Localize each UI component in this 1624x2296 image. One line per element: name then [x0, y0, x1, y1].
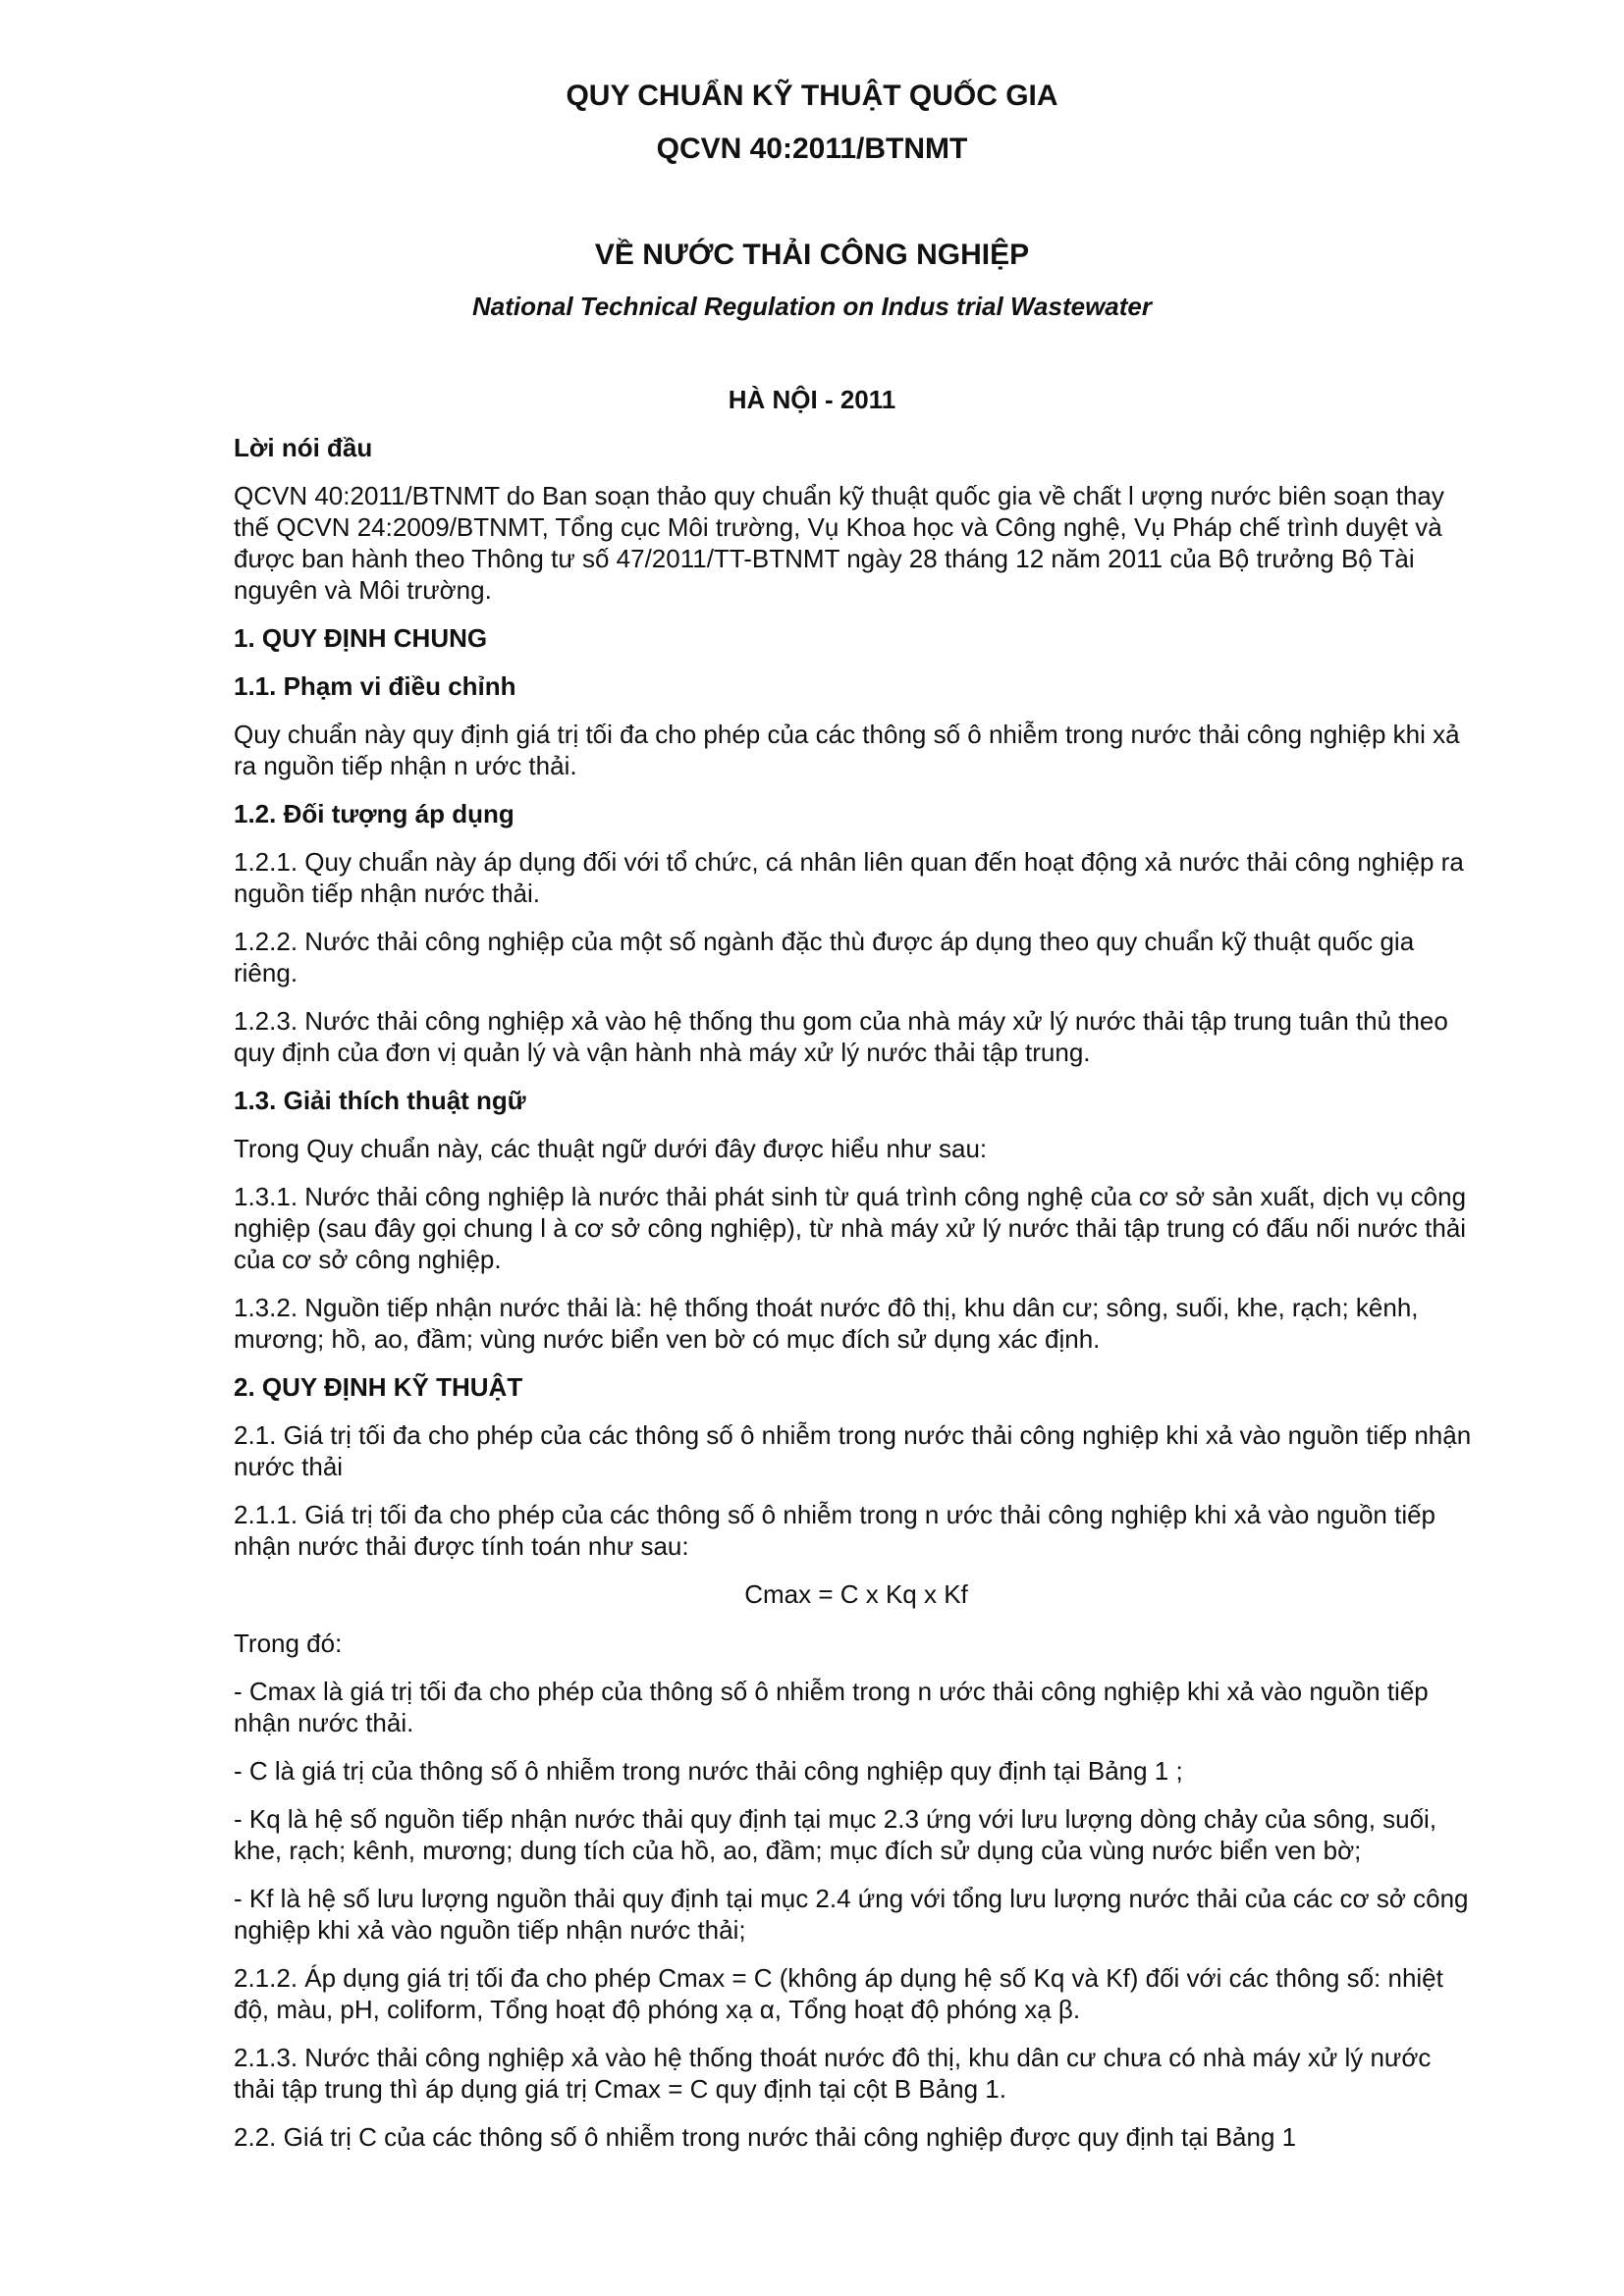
- definition-cmax: - Cmax là giá trị tối đa cho phép của thông số ô nhiễm trong n ước thải công nghiệp khi xả vào nguồn tiếp nhận nước thải.: [234, 1677, 1429, 1737]
- section-2-2: 2.2. Giá trị C của các thông số ô nhiễm trong nước thải công nghiệp được quy định tại Bảng 1: [234, 2122, 1297, 2152]
- section-1-2-2: 1.2.2. Nước thải công nghiệp của một số ngành đặc thù được áp dụng theo quy chuẩn kỹ thuật quốc gia riêng.: [234, 927, 1415, 988]
- section-1-2-heading: 1.2. Đối tượng áp dụng: [234, 799, 514, 828]
- document-body: [234, 432, 1479, 2169]
- where-label: Trong đó:: [234, 1629, 343, 1658]
- foreword-text: QCVN 40:2011/BTNMT do Ban soạn thảo quy chuẩn kỹ thuật quốc gia về chất l ượng nước biên soạn thay thế QCVN 24:2009/BTNMT, Tổng cục Môi trường, Vụ Khoa học và Công nghệ, Vụ Pháp chế trình duyệt và được ban hành theo Thông tư số 47/2011/TT-BTNMT ngày 28 tháng 12 năm 2011 của Bộ trưởng Bộ Tài nguyên và Môi trường.: [234, 481, 1444, 605]
- document-title: VỀ NƯỚC THẢI CÔNG NGHIỆP: [594, 239, 1030, 271]
- foreword-heading: Lời nói đầu: [234, 433, 373, 462]
- section-1-3-2: 1.3.2. Nguồn tiếp nhận nước thải là: hệ thống thoát nước đô thị, khu dân cư; sông, suối, khe, rạch; kênh, mương; hồ, ao, đầm; vùng nước biển ven bờ có mục đích sử dụng xác định.: [234, 1293, 1419, 1354]
- section-2-1: 2.1. Giá trị tối đa cho phép của các thông số ô nhiễm trong nước thải công nghiệp khi xả vào nguồn tiếp nhận nước thải: [234, 1420, 1472, 1481]
- section-2-1-1: 2.1.1. Giá trị tối đa cho phép của các thông số ô nhiễm trong n ước thải công nghiệp khi xả vào nguồn tiếp nhận nước thải được tính toán như sau:: [234, 1500, 1436, 1561]
- section-1-3-heading: 1.3. Giải thích thuật ngữ: [234, 1086, 526, 1115]
- section-1-2-3: 1.2.3. Nước thải công nghiệp xả vào hệ thống thu gom của nhà máy xử lý nước thải tập trung tuân thủ theo quy định của đơn vị quản lý và vận hành nhà máy xử lý nước thải tập trung.: [234, 1006, 1448, 1067]
- section-1-1-text: Quy chuẩn này quy định giá trị tối đa cho phép của các thông số ô nhiễm trong nước thải công nghiệp khi xả ra nguồn tiếp nhận n ước thải.: [234, 720, 1460, 780]
- definition-c: - C là giá trị của thông số ô nhiễm trong nước thải công nghiệp quy định tại Bảng 1 ;: [234, 1756, 1183, 1786]
- place-year: HÀ NỘI - 2011: [728, 385, 896, 414]
- definition-kq: - Kq là hệ số nguồn tiếp nhận nước thải quy định tại mục 2.3 ứng với lưu lượng dòng chảy của sông, suối, khe, rạch; kênh, mương; dung tích của hồ, ao, đầm; mục đích sử dụng của vùng nước biển ven bờ;: [234, 1804, 1437, 1865]
- section-2-1-3: 2.1.3. Nước thải công nghiệp xả vào hệ thống thoát nước đô thị, khu dân cư chưa có nhà máy xử lý nước thải tập trung thì áp dụng giá trị Cmax = C quy định tại cột B Bảng 1.: [234, 2043, 1432, 2104]
- regulation-heading: QUY CHUẨN KỸ THUẬT QUỐC GIA: [566, 80, 1058, 112]
- definition-kf: - Kf là hệ số lưu lượng nguồn thải quy định tại mục 2.4 ứng với tổng lưu lượng nước thải của các cơ sở công nghiệp khi xả vào nguồn tiếp nhận nước thải;: [234, 1884, 1469, 1945]
- section-2-heading: 2. QUY ĐỊNH KỸ THUẬT: [234, 1372, 523, 1402]
- english-title: National Technical Regulation on Indus trial Wastewater: [471, 292, 1152, 321]
- formula: Cmax = C x Kq x Kf: [744, 1579, 968, 1609]
- section-1-3-intro: Trong Quy chuẩn này, các thuật ngữ dưới đây được hiểu như sau:: [234, 1134, 988, 1163]
- section-1-2-1: 1.2.1. Quy chuẩn này áp dụng đối với tổ chức, cá nhân liên quan đến hoạt động xả nước thải công nghiệp ra nguồn tiếp nhận nước thải.: [234, 847, 1464, 908]
- regulation-code: QCVN 40:2011/BTNMT: [656, 133, 968, 165]
- section-1-3-1: 1.3.1. Nước thải công nghiệp là nước thải phát sinh từ quá trình công nghệ của cơ sở sản xuất, dịch vụ công nghiệp (sau đây gọi chung l à cơ sở công nghiệp), từ nhà máy xử lý nước thải tập trung có đấu nối nước thải của cơ sở công nghiệp.: [234, 1182, 1467, 1274]
- section-1-heading: 1. QUY ĐỊNH CHUNG: [234, 623, 488, 653]
- section-1-1-heading: 1.1. Phạm vi điều chỉnh: [234, 671, 516, 701]
- section-2-1-2: 2.1.2. Áp dụng giá trị tối đa cho phép Cmax = C (không áp dụng hệ số Kq và Kf) đối với các thông số: nhiệt độ, màu, pH, coliform, Tổng hoạt độ phóng xạ α, Tổng hoạt độ phóng xạ β.: [234, 1963, 1443, 2024]
